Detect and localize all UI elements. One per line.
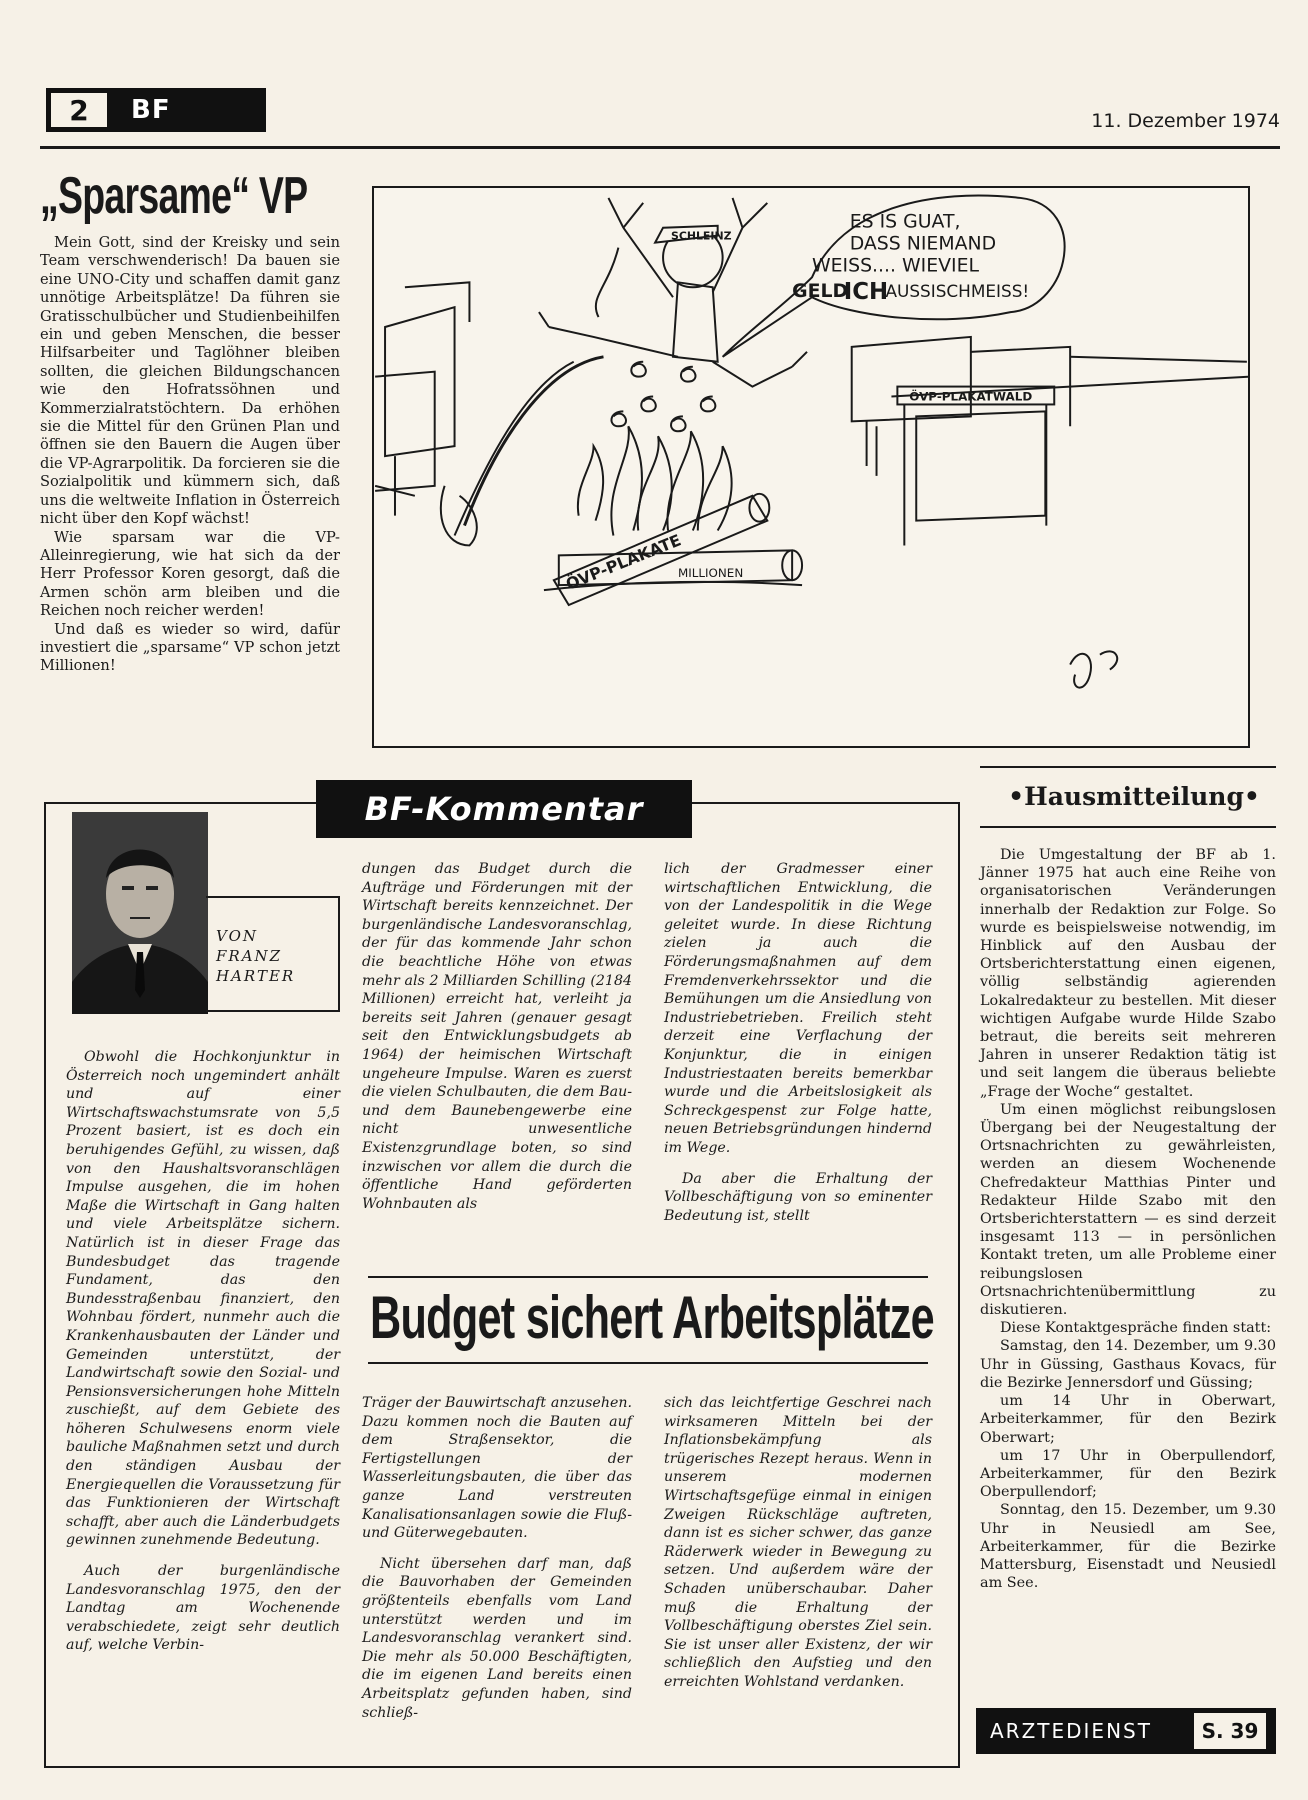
left-article-title: „Sparsame“ VP [40, 167, 308, 225]
byline-von: VON [216, 927, 258, 945]
haus-rule-bottom [980, 826, 1276, 828]
issue-date: 11. Dezember 1974 [1091, 110, 1280, 132]
commentary-paragraph: Auch der burgenländische Landesvoranschlag 1975, den der Landtag am Wochenende verabschiedete, zeigt sehr deutlich auf, welche Verbin- [66, 1563, 340, 1654]
hausmitteilung-body [980, 846, 1276, 1592]
header-rule [40, 146, 1280, 149]
commentary-label: BF-Kommentar [316, 780, 692, 838]
haus-rule-top [980, 766, 1276, 768]
left-article-body [40, 234, 340, 676]
commentary-paragraph: sich das leichtfertige Geschrei nach wirksameren Mitteln bei der Inflationsbekämpfung als trügerisches Rezept heraus. Wenn in unserem modernen Wirtschaftsgefüge einmal in einigen Zweigen Rückschläge auftreten, dann ist es sicher schwer, das ganze Räderwerk wieder in Bewegung zu setzen. Und außerdem wäre der Schaden unüberschaubar. Daher muß die Erhaltung der Vollbeschäftigung oberstes Ziel sein. Sie ist unser aller Existenz, der wir schließlich den Aufstieg und den erreichten Wohlstand verdanken. [664, 1395, 932, 1690]
haus-paragraph: um 17 Uhr in Oberpullendorf, Arbeiterkammer, für den Bezirk Oberpullendorf; [980, 1447, 1276, 1501]
left-article-paragraph: Mein Gott, sind der Kreisky und sein Team verschwenderisch! Da bauen sie eine UNO-City und schaffen damit ganz unnötige Arbeitsplätze! Da führen sie Gratisschulbücher und Studienbeihilfen ein und geben Menschen, die besser Hilfsarbeiter und Taglöhner bleiben sollten, die gleichen Bildungschancen wie den Hofratssöhnen und Kommerzialratstöchtern. Da erhöhen sie die Mittel für den Grünen Plan und öffnen sie den Bauern die Augen über die VP-Agrarpolitik. Da forcieren sie die Sozialpolitik und kümmern sich, daß uns die weltweite Inflation in Österreich nicht über den Kopf wächst! [40, 234, 340, 528]
hausmitteilung-title: •Hausmitteilung• [1008, 782, 1260, 811]
cartoon-speech-line: WEISS.... WIEVIEL [811, 254, 980, 277]
commentary-column-5 [664, 1394, 932, 1692]
byline-first-name: FRANZ [216, 947, 283, 965]
haus-paragraph: Samstag, den 14. Dezember, um 9.30 Uhr in Güssing, Gasthaus Kovacs, für die Bezirke Jennersdorf und Güssing; [980, 1338, 1276, 1391]
haus-paragraph: Um einen möglichst reibungslosen Übergang bei der Neugestaltung der Ortsnachrichten zu gewährleisten, werden an diesem Wochenende Chefredakteur Matthias Pinter und Redakteur Hilde Szabo mit den Ortsberichterstattern — es sind derzeit insgesamt 113 — in persönlichen Kontakt treten, um alle Probleme einer reibungslosen Ortsnachrichtenübermittlung zu diskutieren. [980, 1101, 1276, 1319]
paper-name: BF [131, 95, 171, 125]
left-article-paragraph: Wie sparsam war die VP-Alleinregierung, wie hat sich da der Herr Professor Koren gesorgt, daß die Armen schön arm bleiben und die Reichen noch reicher werden! [40, 528, 340, 620]
byline-last-name: HARTER [216, 967, 296, 985]
cartoon-log-label: ÖVP-PLAKATE [563, 530, 684, 594]
headline-rule-bottom [368, 1362, 928, 1364]
author-portrait [72, 812, 208, 1014]
cartoon-speech-line: ES IS GUAT, [849, 210, 961, 233]
cartoon-speech-line: DASS NIEMAND [849, 232, 997, 255]
commentary-paragraph: dungen das Budget durch die Aufträge und Förderungen mit der Wirtschaft bereits kennzeichnet. Der burgenländische Landesvoranschlag, der für das kommende Jahr schon die beachtliche Höhe von etwas mehr als 2 Milliarden Schilling (2184 Millionen) erreicht hat, verleiht ja bereits seit Jahren (genauer gesagt seit den Entwicklungsbudgets ab 1964) der heimischen Wirtschaft ungeheure Impulse. Waren es zuerst die vielen Schulbauten, die dem Bau- und dem Baunebengewerbe eine nicht unwesentliche Existenzgrundlage boten, so sind inzwischen vor allem die durch die öffentliche Hand geförderten Wohnbauten als [362, 861, 632, 1212]
haus-paragraph: Sonntag, den 15. Dezember, um 9.30 Uhr in Neusiedl am See, Arbeiterkammer, für die Bezirke Mattersburg, Eisenstadt und Neusiedl am See. [980, 1502, 1276, 1592]
commentary-column-2 [362, 860, 632, 1213]
commentary-paragraph: lich der Gradmesser einer wirtschaftlichen Entwicklung, die von der Landespolitik in die Wege geleitet wurde. In diese Richtung zielen ja auch die Förderungsmaßnahmen auf dem Fremdenverkehrssektor und die Bemühungen um die Ansiedlung von Industriebetrieben. Freilich steht derzeit eine Verflachung der Konjunktur, die in einigen Industriestaaten bereits bemerkbar wurde und die Arbeitslosigkeit als Schreckgespenst zur Folge hatte, neuen Betriebsgründungen hindernd im Wege. [664, 861, 932, 1156]
haus-paragraph: Die Umgestaltung der BF ab 1. Jänner 1975 hat auch eine Reihe von organisatorischen Veränderungen innerhalb der Redaktion zur Folge. So wurde es beispielsweise notwendig, im Hinblick auf den Ausbau der Ortsberichterstattung einen eigenen, völlig selbständig agierenden Lokalredakteur zu bestellen. Mit dieser wichtigen Aufgabe wurde Hilde Szabo betraut, die bereits seit mehreren Jahren in unserer Redaktion tätig ist und seit langem die überaus beliebte „Frage der Woche“ gestaltet. [980, 847, 1276, 1100]
commentary-column-1 [66, 1048, 340, 1655]
cartoon-speech-line: ICH [843, 279, 889, 306]
commentary-column-3 [664, 860, 932, 1225]
cartoon-log-label: MILLIONEN [677, 566, 744, 581]
page-number: 2 [49, 91, 109, 129]
commentary-paragraph: Da aber die Erhaltung der Vollbeschäftigung von so eminenter Bedeutung ist, stellt [664, 1170, 932, 1224]
haus-paragraph: Diese Kontaktgespräche finden statt: [1000, 1320, 1272, 1337]
cartoon-speech-line: GELD [792, 280, 849, 303]
haus-paragraph: um 14 Uhr in Oberwart, Arbeiterkammer, für den Bezirk Oberwart; [980, 1393, 1276, 1446]
commentary-paragraph: Obwohl die Hochkonjunktur in Österreich noch ungemindert anhält und auf einer Wirtschaftswachstumsrate von 5,5 Prozent basiert, ist es doch ein beruhigendes Gefühl, zu wissen, daß von den Haushaltsvoranschlägen Impulse ausgehen, die im hohen Maße die Wirtschaft in Gang halten und viele Arbeitsplätze sichern. Natürlich ist in dieser Frage das Bundesbudget das tragende Fundament, das den Bundesstraßenbau finanziert, den Wohnbau fördert, nunmehr auch die Krankenhausbauten der Länder und Gemeinden unterstützt, der Landwirtschaft sowie den Sozial- und Pensionsversicherungen hohe Mitteln zuschießt, auf dem Gebiete des höheren Schulwesens enorm viele bauliche Maßnahmen setzt und durch den ständigen Ausbau der Energiequellen die Voraussetzung für das Funktionieren der Wirtschaft schafft, aber auch die Länderbudgets gewinnen zunehmende Bedeutung. [66, 1049, 340, 1549]
author-photo [72, 812, 208, 1014]
cartoon-cap-label: SCHLEINZ [671, 229, 732, 243]
commentary-column-4 [362, 1394, 632, 1722]
arztedienst-banner [976, 1708, 1276, 1754]
author-byline [206, 896, 340, 1012]
arztedienst-page-ref: S. 39 [1194, 1713, 1266, 1749]
commentary-paragraph: Träger der Bauwirtschaft anzusehen. Dazu kommen noch die Bauten auf dem Straßensektor, die Fertigstellungen der Wasserleitungsbauten, die über das ganze Land verstreuten Kanalisationsanlagen sowie die Fluß- und Güterwegebauten. [362, 1395, 632, 1542]
commentary-headline: Budget sichert Arbeitsplätze [370, 1284, 934, 1351]
cartoon-speech-line: AUSSISCHMEISS! [885, 281, 1030, 302]
left-article-paragraph: Und daß es wieder so wird, dafür investiert die „sparsame“ VP schon jetzt Millionen! [40, 620, 340, 675]
cartoon-sign-label: ÖVP-PLAKATWALD [909, 389, 1033, 404]
commentary-paragraph: Nicht übersehen darf man, daß die Bauvorhaben der Gemeinden größtenteils ebenfalls vom Land unterstützt werden und im Landesvoranschlag verankert sind. Die mehr als 50.000 Beschäftigten, die im eigenen Land bereits einen Arbeitsplatz gefunden haben, sind schließ- [362, 1555, 632, 1721]
arztedienst-label: ARZTEDIENST [990, 1719, 1152, 1743]
political-cartoon [372, 186, 1250, 748]
page-header-box [46, 88, 266, 132]
cartoon-drawing [374, 188, 1248, 746]
